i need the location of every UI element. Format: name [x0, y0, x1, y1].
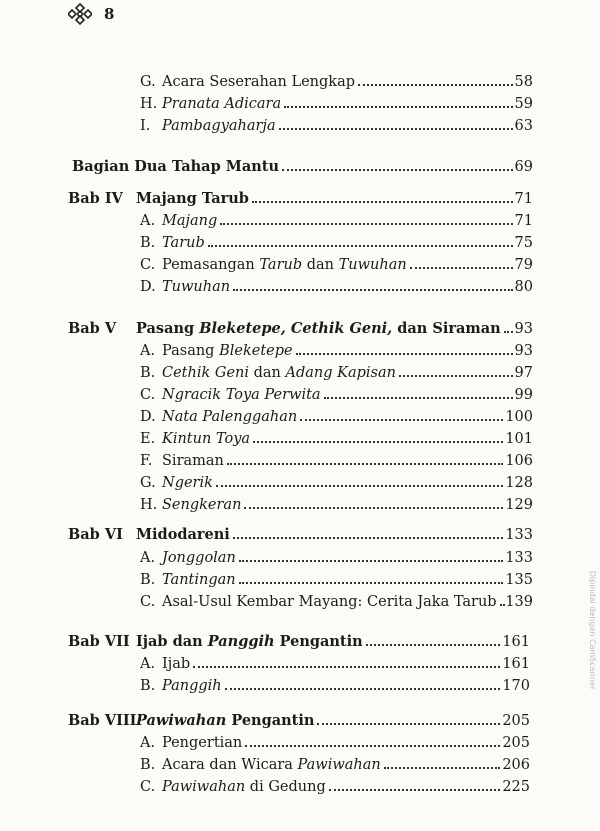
title-segment: Pasang — [162, 343, 220, 359]
toc-item-letter: B. — [140, 678, 156, 694]
toc-page-number: 206 — [502, 757, 530, 773]
dot-leader — [252, 201, 513, 203]
toc-title — [162, 118, 276, 134]
toc-page-number: 93 — [514, 343, 533, 359]
toc-page-number: 129 — [505, 497, 533, 513]
toc-page-number: 75 — [514, 235, 533, 251]
toc-label — [140, 257, 407, 273]
toc-label — [140, 475, 213, 491]
toc-item — [140, 753, 530, 773]
toc-item — [140, 114, 533, 134]
toc-item-letter: E. — [140, 431, 156, 447]
toc-label — [68, 526, 230, 543]
dot-leader — [239, 582, 504, 584]
toc-item-letter: B. — [140, 757, 156, 773]
toc-page-number: 128 — [505, 475, 533, 491]
title-segment: Siraman — [162, 453, 224, 469]
toc-label — [140, 343, 293, 359]
dot-leader — [410, 267, 513, 269]
title-segment: Tarub — [162, 235, 205, 251]
title-segment: dan — [249, 365, 286, 381]
title-segment: Adang Kapisan — [285, 365, 396, 381]
toc-label — [72, 158, 279, 175]
toc-item — [140, 652, 530, 672]
dot-leader — [324, 397, 513, 399]
toc-item-letter: D. — [140, 409, 156, 425]
toc-item-letter: H. — [140, 497, 158, 513]
title-segment: Pawiwahan — [136, 712, 227, 729]
title-segment: Cethik Geni — [162, 365, 250, 381]
toc-item — [140, 674, 530, 694]
toc-item-letter: A. — [140, 550, 156, 566]
dot-leader — [279, 128, 513, 130]
title-segment: Tarub — [259, 257, 303, 273]
chapter-number: Bab VI — [68, 526, 123, 543]
toc-page-number: 59 — [514, 96, 533, 112]
toc-item-letter: C. — [140, 387, 156, 403]
title-segment: Pranata Adicara — [162, 96, 282, 112]
chapter-number: Bab IV — [68, 190, 123, 207]
dot-leader — [225, 688, 501, 690]
dot-leader — [220, 223, 512, 225]
toc-label — [68, 633, 363, 650]
dot-leader — [233, 289, 512, 291]
title-segment: Jonggolan — [162, 550, 236, 566]
title-segment: Acara dan Wicara — [162, 757, 298, 773]
toc-item — [140, 546, 533, 566]
toc-title — [162, 365, 396, 381]
toc-title — [162, 74, 355, 90]
toc-label — [140, 235, 205, 251]
title-segment: Ijab — [162, 656, 191, 672]
toc-title — [136, 526, 230, 543]
toc-part-heading — [72, 155, 533, 175]
dot-leader — [193, 666, 500, 668]
toc-title — [72, 158, 279, 175]
toc-item-letter: C. — [140, 257, 156, 273]
title-segment: dan — [302, 257, 339, 273]
toc-page-number: 205 — [502, 713, 530, 729]
toc-page-number: 63 — [514, 118, 533, 134]
toc-item-letter: D. — [140, 279, 156, 295]
toc-title — [162, 656, 190, 672]
toc-item — [140, 231, 533, 251]
dot-leader — [233, 537, 503, 539]
toc-title — [162, 475, 213, 491]
dot-leader — [317, 723, 500, 725]
toc-item — [140, 449, 533, 469]
toc-item-letter: C. — [140, 779, 156, 795]
toc-item — [140, 775, 530, 795]
dot-leader — [504, 331, 513, 333]
toc-label — [68, 190, 249, 207]
toc-title — [136, 320, 501, 337]
toc-label — [140, 779, 326, 795]
title-segment: Pemasangan — [162, 257, 260, 273]
toc-label — [140, 387, 321, 403]
toc-label — [140, 279, 230, 295]
toc-item-letter: I. — [140, 118, 151, 134]
title-segment: Bleketepe — [219, 343, 293, 359]
toc-title — [162, 497, 241, 513]
toc-page-number: 71 — [514, 191, 533, 207]
toc-title — [162, 387, 321, 403]
title-segment: Pasang — [136, 320, 200, 337]
toc-page-number: 97 — [514, 365, 533, 381]
page-number: 8 — [104, 5, 115, 23]
title-segment: Majang — [162, 213, 218, 229]
title-segment: Majang Tarub — [136, 190, 249, 207]
title-segment: Panggih — [162, 678, 222, 694]
dot-leader — [329, 789, 501, 791]
toc-item-letter: B. — [140, 235, 156, 251]
toc-label — [140, 453, 224, 469]
toc-chapter-heading — [68, 630, 530, 650]
toc-item-letter: B. — [140, 572, 156, 588]
toc-page-number: 225 — [502, 779, 530, 795]
toc-page-number: 93 — [514, 321, 533, 337]
title-segment: dan Siraman — [392, 320, 501, 337]
toc-label — [140, 656, 190, 672]
toc-page-number: 69 — [514, 159, 533, 175]
title-segment: Pawiwahan — [162, 779, 246, 795]
toc-page-number: 58 — [514, 74, 533, 90]
toc-label — [140, 497, 241, 513]
toc-label — [140, 365, 396, 381]
toc-label — [140, 118, 276, 134]
toc-label — [140, 550, 236, 566]
toc-label — [140, 213, 217, 229]
toc-item — [140, 92, 533, 112]
title-segment: Bagian Dua Tahap Mantu — [72, 158, 279, 175]
toc-title — [162, 343, 293, 359]
title-segment: Bleketepe, Cethik Geni, — [199, 320, 393, 337]
toc-page-number: 80 — [514, 279, 533, 295]
page-header — [68, 3, 114, 25]
dot-leader — [244, 507, 503, 509]
toc-chapter-heading — [68, 523, 533, 543]
title-segment: Tantingan — [162, 572, 236, 588]
title-segment: Tuwuhan — [338, 257, 407, 273]
dot-leader — [282, 169, 513, 171]
title-segment: di Gedung — [245, 779, 326, 795]
toc-label — [140, 735, 242, 751]
toc-label — [140, 678, 222, 694]
toc-page-number: 106 — [505, 453, 533, 469]
toc-item — [140, 590, 533, 610]
toc-label — [140, 431, 250, 447]
toc-label — [140, 409, 297, 425]
toc-title — [136, 190, 249, 207]
toc-item — [140, 471, 533, 491]
dot-leader — [239, 560, 504, 562]
toc-page-number: 205 — [502, 735, 530, 751]
toc-title — [162, 572, 236, 588]
toc-page-number: 170 — [502, 678, 530, 694]
title-segment: Asal-Usul Kembar Mayang: Cerita Jaka Tarub — [162, 594, 497, 610]
toc-title — [162, 235, 205, 251]
toc-title — [162, 409, 297, 425]
toc-label — [140, 572, 236, 588]
title-segment: Midodareni — [136, 526, 230, 543]
toc-title — [162, 678, 222, 694]
title-segment: Panggih — [207, 633, 275, 650]
dot-leader — [300, 419, 503, 421]
toc-page-number: 133 — [505, 527, 533, 543]
toc-item — [140, 361, 533, 381]
flower-ornament-icon — [68, 3, 92, 25]
toc-title — [162, 757, 381, 773]
chapter-number: Bab V — [68, 320, 117, 337]
title-segment: Nata Palenggahan — [162, 409, 298, 425]
title-segment: Tuwuhan — [162, 279, 231, 295]
dot-leader — [399, 375, 513, 377]
toc-label — [140, 757, 381, 773]
toc-title — [162, 453, 224, 469]
toc-item-letter: A. — [140, 213, 156, 229]
dot-leader — [296, 353, 513, 355]
toc-item — [140, 253, 533, 273]
toc-item — [140, 405, 533, 425]
toc-item-letter: H. — [140, 96, 158, 112]
toc-chapter-heading — [68, 709, 530, 729]
toc-title — [162, 431, 250, 447]
toc-label — [68, 320, 501, 337]
toc-title — [136, 712, 314, 729]
toc-page-number: 71 — [514, 213, 533, 229]
toc-item — [140, 383, 533, 403]
chapter-number: Bab VII — [68, 633, 130, 650]
toc-item — [140, 339, 533, 359]
toc-item — [140, 731, 530, 751]
toc-page-number: 100 — [505, 409, 533, 425]
toc-page-number: 161 — [502, 656, 530, 672]
toc-label — [140, 96, 281, 112]
toc-page-number: 79 — [514, 257, 533, 273]
toc-label — [68, 712, 314, 729]
title-segment: Ngerik — [162, 475, 213, 491]
toc-page-number: 133 — [505, 550, 533, 566]
toc-title — [162, 779, 326, 795]
toc-page-number: 139 — [505, 594, 533, 610]
title-segment: Acara Seserahan Lengkap — [162, 74, 356, 90]
toc-item-letter: B. — [140, 365, 156, 381]
toc-title — [162, 550, 236, 566]
toc-chapter-heading — [68, 187, 533, 207]
toc-chapter-heading — [68, 317, 533, 337]
toc-item-letter: G. — [140, 74, 156, 90]
toc-item-letter: F. — [140, 453, 153, 469]
toc-item — [140, 568, 533, 588]
chapter-number: Bab VIII — [68, 712, 137, 729]
title-segment: Ngracik Toya Perwita — [162, 387, 321, 403]
toc-item-letter: A. — [140, 343, 156, 359]
title-segment: Pawiwahan — [297, 757, 381, 773]
title-segment: Pambagyaharja — [162, 118, 276, 134]
title-segment: Ijab dan — [136, 633, 208, 650]
toc-title — [162, 213, 217, 229]
toc-label — [140, 74, 355, 90]
toc-item-letter: A. — [140, 735, 156, 751]
title-segment: Pengantin — [274, 633, 363, 650]
toc-title — [162, 257, 407, 273]
title-segment: Sengkeran — [162, 497, 242, 513]
dot-leader — [500, 604, 504, 606]
dot-leader — [358, 84, 513, 86]
dot-leader — [245, 745, 500, 747]
toc-page-number: 161 — [502, 634, 530, 650]
toc-title — [162, 96, 281, 112]
dot-leader — [208, 245, 513, 247]
title-segment: Kintun Toya — [162, 431, 251, 447]
dot-leader — [366, 644, 501, 646]
toc-item — [140, 209, 533, 229]
dot-leader — [227, 463, 503, 465]
dot-leader — [216, 485, 503, 487]
dot-leader — [384, 767, 501, 769]
toc-page-number: 99 — [514, 387, 533, 403]
toc-title — [136, 633, 363, 650]
toc-item-letter: C. — [140, 594, 156, 610]
dot-leader — [284, 106, 512, 108]
toc-title — [162, 279, 230, 295]
toc-item-letter: G. — [140, 475, 156, 491]
toc-title — [162, 594, 497, 610]
toc-item — [140, 493, 533, 513]
toc-item — [140, 275, 533, 295]
toc-page-number: 101 — [505, 431, 533, 447]
toc-label — [140, 594, 497, 610]
toc-item-letter: A. — [140, 656, 156, 672]
dot-leader — [253, 441, 503, 443]
toc-title — [162, 735, 242, 751]
title-segment: Pengertian — [162, 735, 243, 751]
title-segment: Pengantin — [226, 712, 315, 729]
toc-page-number: 135 — [505, 572, 533, 588]
toc-item — [140, 427, 533, 447]
scanner-watermark: Dipindai dengan CamScanner — [588, 570, 597, 690]
toc-item — [140, 70, 533, 90]
